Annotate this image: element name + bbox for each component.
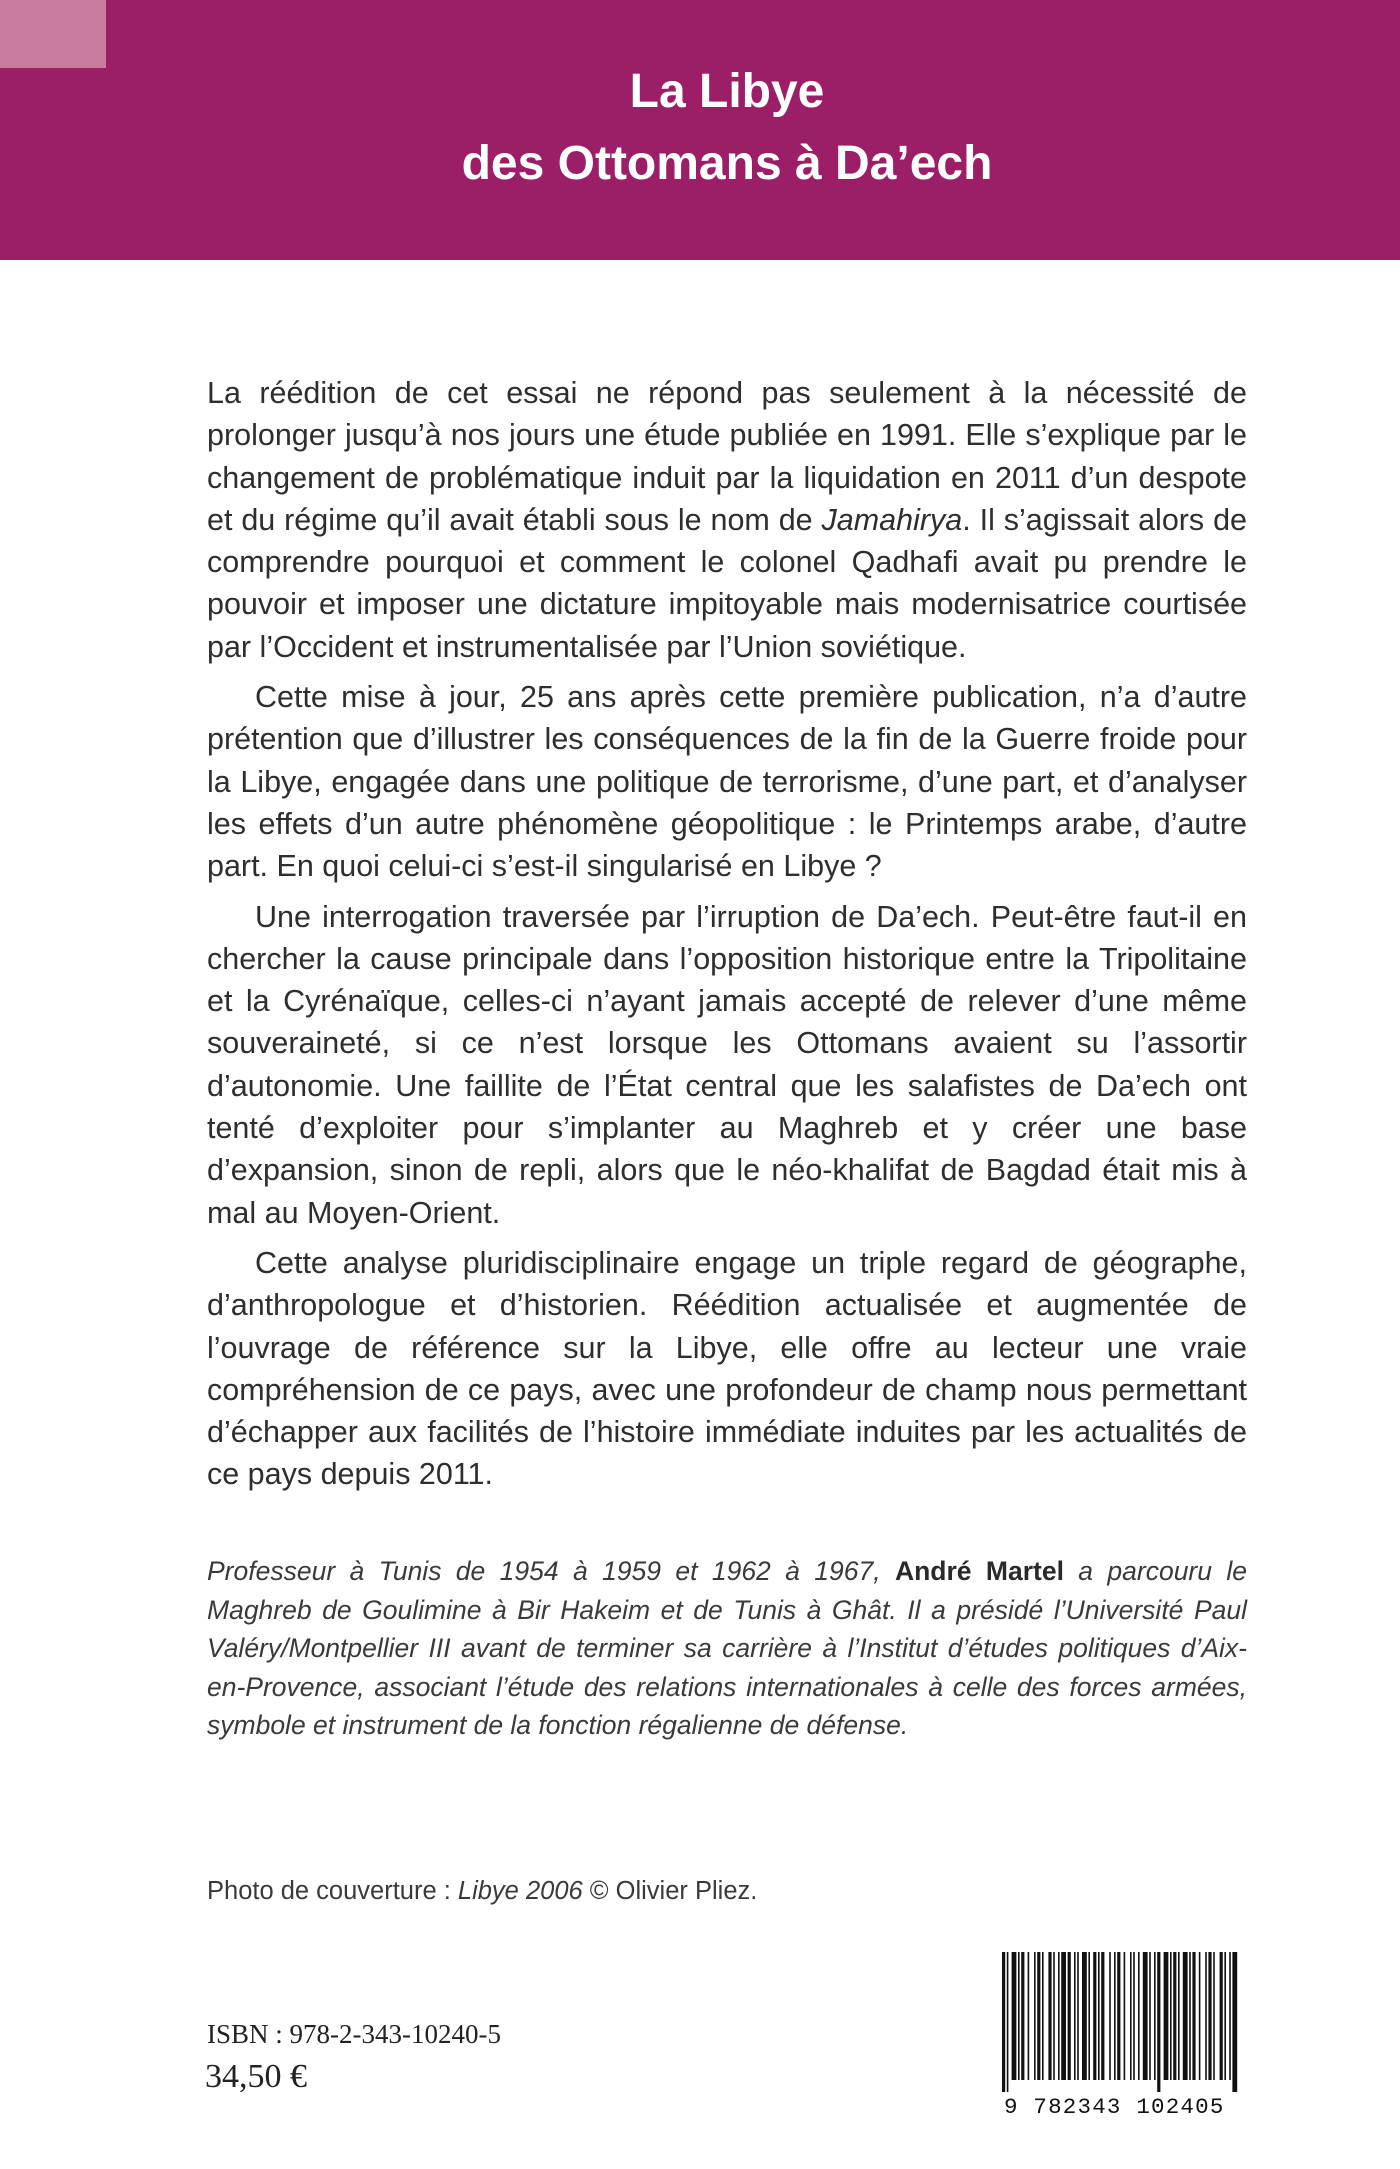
barcode-bar <box>1048 1952 1051 2080</box>
barcode-bar <box>1007 1952 1009 2092</box>
barcode-bar <box>1157 1952 1160 2092</box>
barcode-bar <box>1170 1952 1172 2080</box>
barcode-bar <box>1034 1952 1036 2080</box>
barcode-bar <box>1061 1952 1066 2080</box>
barcode-bar <box>1012 1952 1017 2080</box>
barcode-bar <box>1173 1952 1176 2080</box>
bio-text-start: Professeur à Tunis de 1954 à 1959 et 1962 à 1967, <box>207 1556 895 1586</box>
title-line-2: des Ottomans à Da’ech <box>461 137 993 190</box>
barcode-bar <box>1037 1952 1040 2080</box>
barcode-bar <box>1077 1952 1079 2080</box>
barcode-bar <box>1124 1952 1126 2080</box>
barcode-bar <box>1133 1952 1135 2080</box>
barcode-bar <box>1138 1952 1140 2080</box>
book-title <box>0 56 1400 200</box>
barcode-bar <box>1154 1952 1156 2080</box>
barcode-bar <box>1208 1952 1211 2080</box>
isbn: ISBN : 978-2-343-10240-5 <box>207 2019 501 2049</box>
barcode-bar <box>1088 1952 1090 2080</box>
blurb-paragraph-1 <box>207 372 1247 668</box>
barcode-bar <box>1109 1952 1111 2080</box>
barcode-bar <box>1082 1952 1087 2080</box>
blurb-paragraph-2: Cette mise à jour, 25 ans après cette première publication, n’a d’autre prétention que d’illustrer les conséquences de la fin de la Guerre froide pour la Libye, engagée dans une politique de terrorisme, d’une part, et d’analyser les effets d’un autre phénomène géopolitique : le Printemps arabe, d’autre part. En quoi celui-ci s’est-il singularisé en Libye ? <box>207 680 1247 884</box>
title-line-1: La Libye <box>629 65 825 118</box>
barcode-bar <box>1189 1952 1191 2080</box>
barcode-bar <box>1053 1952 1055 2080</box>
barcode-bar <box>1143 1952 1148 2080</box>
blurb-paragraph-4: Cette analyse pluridisciplinaire engage un triple regard de géographe, d’anthropologue et d’historien. Réédition actualisée et augmentée de l’ouvrage de référence sur la Libye, elle offre au lecteur une vraie compréhension de ce pays, avec une profondeur de champ nous permettant d’échapper aux facilités de l’histoire immédiate induites par les actualités de ce pays depuis 2011. <box>207 1245 1247 1492</box>
blurb-paragraph-3: Une interrogation traversée par l’irruption de Da’ech. Peut-être faut-il en chercher la cause principale dans l’opposition historique entre la Tripolitaine et la Cyrénaïque, celles-ci n’ayant jamais accepté de relever d’une même souveraineté, si ce n’est lorsque les Ottomans avaient su l’assortir d’autonomie. Une faillite de l’État central que les salafistes de Da’ech ont tenté d’exploiter pour s’implanter au Maghreb et y créer une base d’expansion, sinon de repli, alors que le néo-khalifat de Bagdad était mis à mal au Moyen-Orient. <box>207 899 1247 1230</box>
blurb-p1-text-end: . Il s’agissait alors de comprendre pourquoi et comment le colonel Qadhafi avait pu prendre le pouvoir et imposer une dictature impitoyable mais modernisatrice courtisée par l’Occident et instrumentalisée par l’Union soviétique. <box>207 502 1248 664</box>
barcode-bar <box>1042 1952 1044 2080</box>
barcode-bar <box>1130 1952 1132 2080</box>
barcode-bar <box>1028 1952 1030 2080</box>
credit-author: © Olivier Pliez. <box>582 1877 758 1905</box>
barcode-bar <box>1093 1952 1096 2080</box>
barcode-bars <box>1000 1952 1240 2092</box>
barcode-bar <box>1098 1952 1100 2080</box>
blurb <box>207 372 1247 1504</box>
barcode-bar <box>1192 1952 1195 2080</box>
barcode-bar <box>1002 1952 1005 2092</box>
barcode-bar <box>1074 1952 1076 2080</box>
barcode-bar <box>1199 1952 1201 2080</box>
barcode-bar <box>1058 1952 1060 2080</box>
bio-text-end: a parcouru le Maghreb de Goulimine à Bir Hakeim et de Tunis à Ghât. Il a présidé l’Université Paul Valéry/Montpellier III avant de terminer sa carrière à l’Institut d’études politiques d’Aix-en-Provence, associant l’étude des relations internationales à celle des forces armées, symbole et instrument de la fonction régalienne de défense. <box>207 1556 1247 1740</box>
barcode-bar <box>1114 1952 1116 2080</box>
credit-prefix: Photo de couverture : <box>207 1877 458 1905</box>
barcode-bar <box>1101 1952 1104 2080</box>
photo-credit <box>207 1874 757 1908</box>
barcode-bar <box>1021 1952 1024 2080</box>
barcode-bar <box>1205 1952 1207 2080</box>
barcode-bar <box>1164 1952 1169 2080</box>
blurb-p1-text: La réédition de cet essai ne répond pas seulement à la nécessité de prolonger jusqu’à nos jours une étude publiée en 1991. Elle s’explique par le changement de problématique induit par la liquidation en 2011 d’un despote et du régime qu’il avait établi sous le nom de <box>207 376 1247 537</box>
barcode-digits: 9 782343 102405 <box>1004 2094 1225 2120</box>
author-bio <box>207 1552 1247 1745</box>
barcode-bar <box>1068 1952 1071 2080</box>
barcode-bar <box>1213 1952 1215 2080</box>
barcode-bar <box>1229 1952 1231 2080</box>
barcode-bar <box>1183 1952 1188 2080</box>
barcode-bar <box>1220 1952 1223 2080</box>
barcode-bar <box>1224 1952 1226 2080</box>
price: 34,50 € <box>205 2058 307 2095</box>
jamahirya-term: Jamahirya <box>821 502 963 537</box>
credit-photo-title: Libye 2006 <box>457 1877 583 1905</box>
barcode-bar <box>1018 1952 1020 2080</box>
author-name: André Martel <box>894 1556 1064 1586</box>
barcode-bar <box>1178 1952 1180 2080</box>
barcode-bar <box>1117 1952 1120 2080</box>
barcode-bar <box>1149 1952 1151 2080</box>
barcode-icon <box>1000 1952 1240 2114</box>
barcode-bar <box>1232 1952 1237 2092</box>
